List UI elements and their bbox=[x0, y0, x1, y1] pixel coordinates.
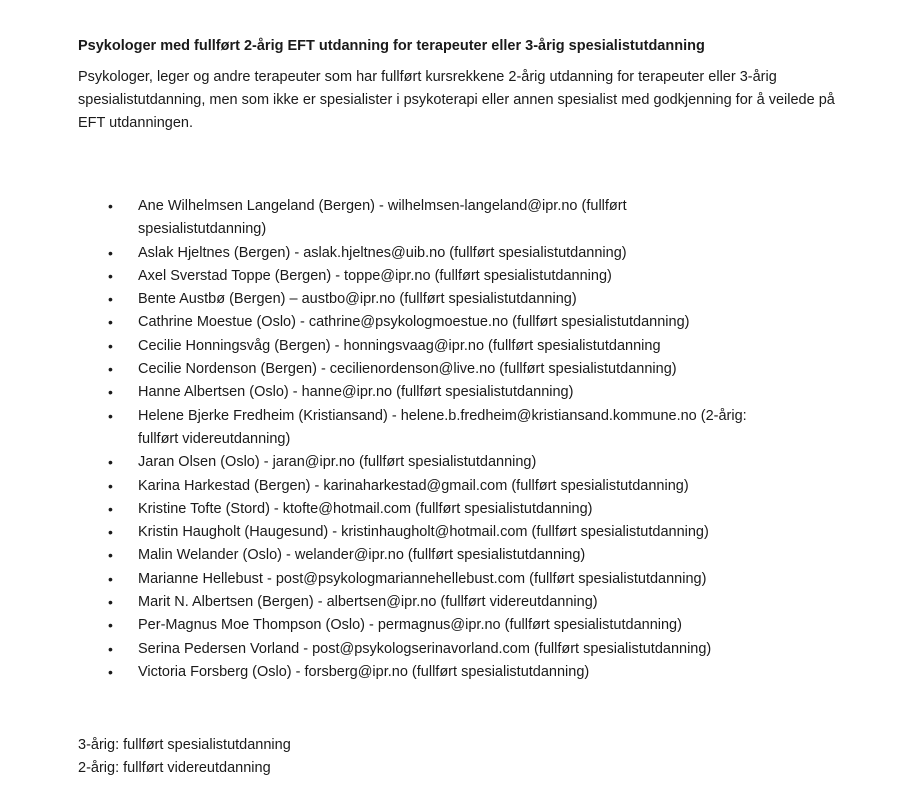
list-item-text: Marianne Hellebust - post@psykologmariannehellebust.com (fullført spesialistutdanning) bbox=[138, 570, 707, 587]
list-item bbox=[78, 335, 758, 358]
bullet-icon: • bbox=[108, 547, 113, 564]
bullet-icon: • bbox=[108, 407, 113, 424]
list-item bbox=[78, 614, 758, 637]
list-item-text: Marit N. Albertsen (Bergen) - albertsen@ipr.no (fullført videreutdanning) bbox=[138, 594, 598, 611]
list-item-text: Malin Welander (Oslo) - welander@ipr.no (fullført spesialistutdanning) bbox=[138, 547, 586, 564]
bullet-icon: • bbox=[108, 663, 113, 680]
list-item-text: Cathrine Moestue (Oslo) - cathrine@psykologmoestue.no (fullført spesialistutdanning) bbox=[138, 314, 690, 331]
list-item-text: Serina Pedersen Vorland - post@psykologserinavorland.com (fullført spesialistutdanning) bbox=[138, 640, 712, 657]
list-item-text: Cecilie Nordenson (Bergen) - cecilienordenson@live.no (fullført spesialistutdanning) bbox=[138, 361, 677, 378]
list-item bbox=[78, 311, 758, 334]
therapist-list bbox=[78, 195, 858, 684]
bullet-icon: • bbox=[108, 570, 113, 587]
bullet-icon: • bbox=[108, 244, 113, 261]
bullet-icon: • bbox=[108, 617, 113, 634]
list-item bbox=[78, 242, 758, 265]
legend bbox=[78, 734, 291, 780]
list-item-text: Kristin Haugholt (Haugesund) - kristinhaugholt@hotmail.com (fullført spesialistutdanning) bbox=[138, 524, 709, 541]
list-item-text: Ane Wilhelmsen Langeland (Bergen) - wilhelmsen-langeland@ipr.no (fullført spesialistutdanning) bbox=[138, 198, 627, 238]
list-item bbox=[78, 195, 758, 242]
bullet-icon: • bbox=[108, 314, 113, 331]
list-item-text: Kristine Tofte (Stord) - ktofte@hotmail.com (fullført spesialistutdanning) bbox=[138, 500, 593, 517]
list-item-text: Per-Magnus Moe Thompson (Oslo) - permagnus@ipr.no (fullført spesialistutdanning) bbox=[138, 617, 682, 634]
page-title: Psykologer med fullført 2-årig EFT utdanning for terapeuter eller 3-årig spesialistutdanning bbox=[78, 38, 705, 54]
legend-line-3-year: 3-årig: fullført spesialistutdanning bbox=[78, 737, 291, 753]
bullet-icon: • bbox=[108, 198, 113, 214]
list-item bbox=[78, 265, 758, 288]
bullet-icon: • bbox=[108, 384, 113, 401]
list-item-text: Victoria Forsberg (Oslo) - forsberg@ipr.no (fullført spesialistutdanning) bbox=[138, 663, 590, 680]
list-item bbox=[78, 451, 758, 474]
bullet-icon: • bbox=[108, 267, 113, 284]
bullet-icon: • bbox=[108, 361, 113, 378]
list-item-text: Jaran Olsen (Oslo) - jaran@ipr.no (fullført spesialistutdanning) bbox=[138, 454, 537, 471]
list-item-text: Hanne Albertsen (Oslo) - hanne@ipr.no (fullført spesialistutdanning) bbox=[138, 384, 574, 401]
list-item bbox=[78, 544, 758, 567]
list-item bbox=[78, 475, 758, 498]
list-item bbox=[78, 288, 758, 311]
list-item-text: Axel Sverstad Toppe (Bergen) - toppe@ipr.no (fullført spesialistutdanning) bbox=[138, 267, 612, 284]
list-item bbox=[78, 521, 758, 544]
list-item bbox=[78, 661, 758, 684]
list-item bbox=[78, 405, 758, 452]
list-item-text: Cecilie Honningsvåg (Bergen) - honningsvaag@ipr.no (fullført spesialistutdanning bbox=[138, 337, 661, 354]
list-item bbox=[78, 381, 758, 404]
list-item bbox=[78, 568, 758, 591]
bullet-icon: • bbox=[108, 291, 113, 308]
intro-paragraph: Psykologer, leger og andre terapeuter som har fullført kursrekkene 2-årig utdanning for terapeuter eller 3-årig spesialistutdanning, men som ikke er spesialister i psykoterapi eller annen spesialist med godkjenning for å veilede på EFT utdanningen. bbox=[78, 69, 835, 131]
document-page bbox=[78, 36, 858, 684]
legend-line-2-year: 2-årig: fullført videreutdanning bbox=[78, 760, 271, 776]
list-item-text: Bente Austbø (Bergen) – austbo@ipr.no (fullført spesialistutdanning) bbox=[138, 291, 577, 308]
list-item-text: Karina Harkestad (Bergen) - karinaharkestad@gmail.com (fullført spesialistutdanning) bbox=[138, 477, 689, 494]
bullet-icon: • bbox=[108, 594, 113, 611]
list-item bbox=[78, 638, 758, 661]
bullet-icon: • bbox=[108, 337, 113, 354]
bullet-icon: • bbox=[108, 454, 113, 471]
bullet-icon: • bbox=[108, 640, 113, 657]
bullet-icon: • bbox=[108, 524, 113, 541]
bullet-icon: • bbox=[108, 500, 113, 517]
list-item bbox=[78, 498, 758, 521]
list-item bbox=[78, 358, 758, 381]
list-item-text: Aslak Hjeltnes (Bergen) - aslak.hjeltnes@uib.no (fullført spesialistutdanning) bbox=[138, 244, 627, 261]
bullet-icon: • bbox=[108, 477, 113, 494]
list-item bbox=[78, 591, 758, 614]
list-item-text: Helene Bjerke Fredheim (Kristiansand) - helene.b.fredheim@kristiansand.kommune.no (2-årig: fullført videreutdanning) bbox=[138, 407, 747, 447]
